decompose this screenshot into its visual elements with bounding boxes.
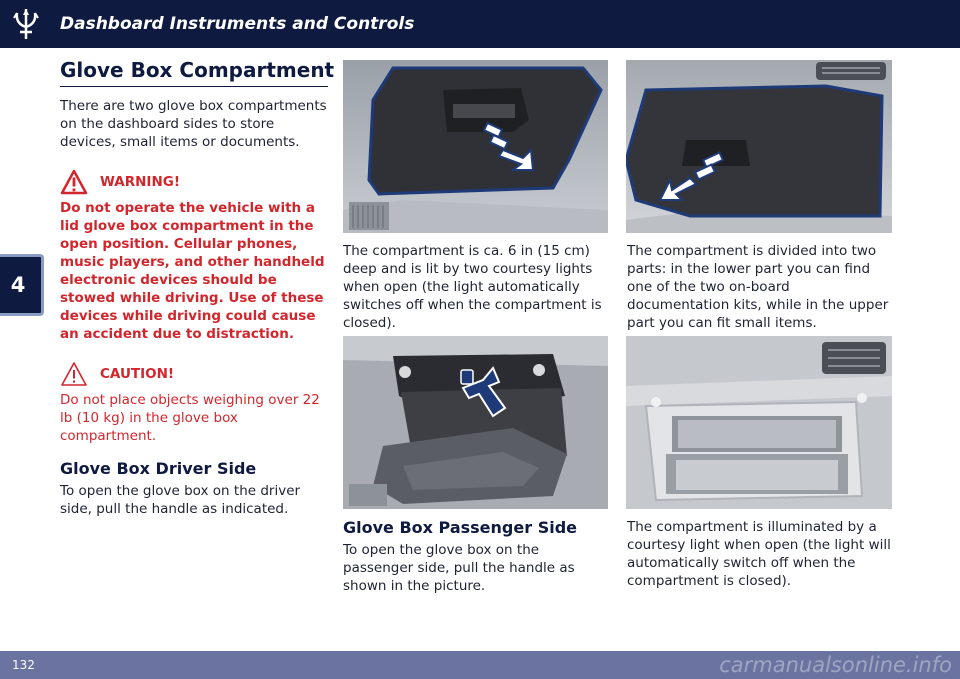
warning-label: WARNING!	[100, 174, 180, 190]
passenger-glovebox-closed-image	[626, 60, 892, 233]
section-title: Glove Box Compartment	[60, 58, 328, 87]
caution-text: Do not place objects weighing over 22 lb (10 kg) in the glove box compartment.	[60, 392, 320, 444]
trident-icon	[8, 6, 44, 42]
warning-text: Do not operate the vehicle with a lid glove box compartment in the open position. Cellular phones, music players, and other handheld electronic devices should be stowed while driving. Use of these devices while driving could cause an accident due to distraction.	[60, 200, 325, 342]
passenger-glovebox-open-image	[626, 336, 892, 509]
right-caption-divided: The compartment is divided into two parts: in the lower part you can find one of the two on-board documentation kits, while in the upper part you can fit small items.	[627, 243, 889, 331]
warning-header	[60, 169, 328, 195]
driver-glovebox-closed-image	[343, 60, 608, 233]
page-footer	[0, 651, 960, 679]
driver-glovebox-open-image	[343, 336, 608, 509]
watermark: carmanualsonline.info	[719, 653, 952, 677]
middle-caption-depth: The compartment is ca. 6 in (15 cm) deep and is lit by two courtesy lights when open (the light automatically switches off when the compartment is closed).	[343, 243, 602, 331]
page-header	[0, 0, 960, 48]
driver-side-title: Glove Box Driver Side	[60, 459, 257, 478]
passenger-side-text: To open the glove box on the passenger side, pull the handle as shown in the picture.	[343, 542, 575, 594]
page-header-title: Dashboard Instruments and Controls	[60, 14, 415, 34]
intro-text: There are two glove box compartments on the dashboard sides to store devices, small items or documents.	[60, 98, 327, 150]
passenger-side-block	[343, 518, 611, 595]
caution-label: CAUTION!	[100, 366, 175, 382]
chapter-number: 4	[10, 273, 26, 297]
warning-triangle-icon	[60, 169, 88, 195]
caution-triangle-icon	[60, 361, 88, 387]
passenger-side-title: Glove Box Passenger Side	[343, 518, 577, 537]
right-caption-illuminated: The compartment is illuminated by a courtesy light when open (the light will automatically switch off when the compartment is closed).	[627, 519, 891, 589]
driver-side-text: To open the glove box on the driver side, pull the handle as indicated.	[60, 483, 301, 517]
chapter-tab	[0, 254, 44, 316]
page-number: 132	[12, 658, 35, 672]
left-column	[60, 58, 335, 518]
caution-header	[60, 361, 328, 387]
